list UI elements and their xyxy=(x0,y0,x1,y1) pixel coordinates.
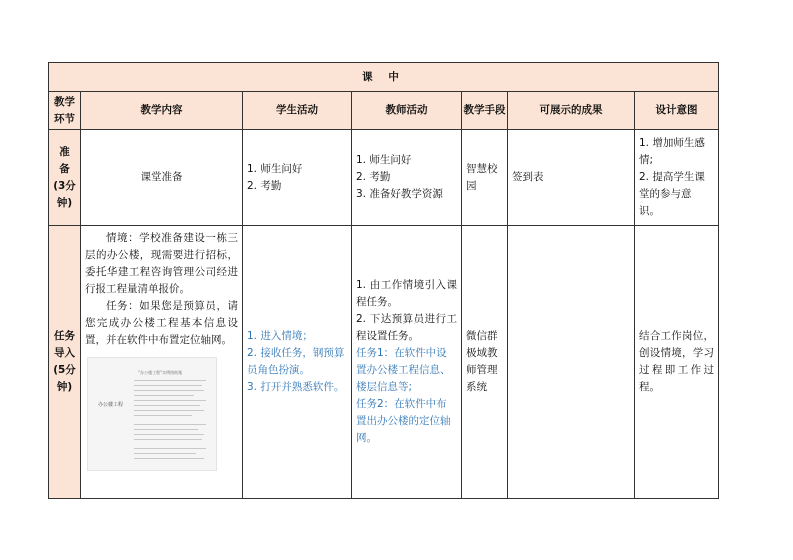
header-means: 教学手段 xyxy=(462,92,508,130)
stage-line: 准 xyxy=(59,145,70,158)
content-cell: 课堂准备 xyxy=(81,130,243,225)
student-cell xyxy=(243,130,352,225)
means-line: 园 xyxy=(466,179,477,192)
means-line: 系统 xyxy=(466,380,487,393)
stage-line: 钟) xyxy=(56,380,73,393)
means-line: 师管理 xyxy=(466,363,498,376)
teacher-task-line: 任务2：在软件中布置出办公楼的定位轴网。 xyxy=(356,397,451,444)
table-row xyxy=(49,130,719,225)
header-stage: 教学环节 xyxy=(49,92,81,130)
header-teacher: 教师活动 xyxy=(352,92,462,130)
intent-cell: 结合工作岗位，创设情境，学习过程即工作过程。 xyxy=(635,225,719,498)
stage-line: (3分 xyxy=(53,179,76,192)
means-line: 极域教 xyxy=(466,346,498,359)
stage-cell xyxy=(49,225,81,498)
result-cell xyxy=(508,225,635,498)
teacher-task-line: 任务1：在软件中设置办公楼工程信息、楼层信息等; xyxy=(356,346,451,393)
header-intent: 设计意图 xyxy=(635,92,719,130)
teacher-line: 1. 由工作情境引入课程任务。 xyxy=(356,278,457,308)
teacher-line: 3. 准备好教学资源 xyxy=(356,188,443,201)
stage-line: (5分 xyxy=(53,363,76,376)
table-row xyxy=(49,225,719,498)
thumbnail-label: 办公楼工程 xyxy=(98,401,124,408)
content-cell xyxy=(81,225,243,498)
drawing-set-thumbnail xyxy=(87,357,217,471)
task-text: 任务：如果您是预算员，请您完成办公楼工程基本信息设置，并在软件中布置定位轴网。 xyxy=(85,299,238,346)
means-line: 智慧校 xyxy=(466,162,498,175)
scenario-text: 情境：学校准备建设一栋三层的办公楼，现需要进行招标，委托华建工程咨询管理公司经进行报工程量清单报价。 xyxy=(85,231,238,295)
table-title: 课 中 xyxy=(49,63,719,92)
intent-line: 1. 增加师生感 xyxy=(639,137,705,150)
student-line: 1. 进入情境； xyxy=(247,329,313,342)
student-line: 3. 打开并熟悉软件。 xyxy=(247,380,345,393)
student-line: 2. 考勤 xyxy=(247,179,282,192)
teacher-cell xyxy=(352,225,462,498)
student-cell xyxy=(243,225,352,498)
header-content: 教学内容 xyxy=(81,92,243,130)
intent-line: 堂的参与意 xyxy=(639,188,692,201)
intent-line: 情; xyxy=(639,154,654,167)
stage-line: 任务 xyxy=(54,329,75,342)
teacher-line: 2. 下达预算员进行工程设置任务。 xyxy=(356,312,457,342)
header-result: 可展示的成果 xyxy=(508,92,635,130)
means-cell xyxy=(462,225,508,498)
student-line: 2. 接收任务，钢预算员角色扮演。 xyxy=(247,346,345,376)
intent-line: 2. 提高学生课 xyxy=(639,171,705,184)
student-line: 1. 师生问好 xyxy=(247,162,303,175)
teacher-line: 1. 师生问好 xyxy=(356,154,412,167)
teacher-cell xyxy=(352,130,462,225)
stage-cell xyxy=(49,130,81,225)
result-cell: 签到表 xyxy=(508,130,635,225)
intent-line: 识。 xyxy=(639,205,660,218)
stage-line: 钟) xyxy=(56,196,73,209)
teacher-line: 2. 考勤 xyxy=(356,171,391,184)
stage-line: 导入 xyxy=(54,346,75,359)
header-student: 学生活动 xyxy=(243,92,352,130)
thumbnail-title: “办公楼工程”实例图纸集 xyxy=(138,369,183,375)
stage-line: 备 xyxy=(59,162,70,175)
means-cell xyxy=(462,130,508,225)
lesson-plan-table xyxy=(48,62,719,499)
means-line: 微信群 xyxy=(466,329,498,342)
intent-cell xyxy=(635,130,719,225)
